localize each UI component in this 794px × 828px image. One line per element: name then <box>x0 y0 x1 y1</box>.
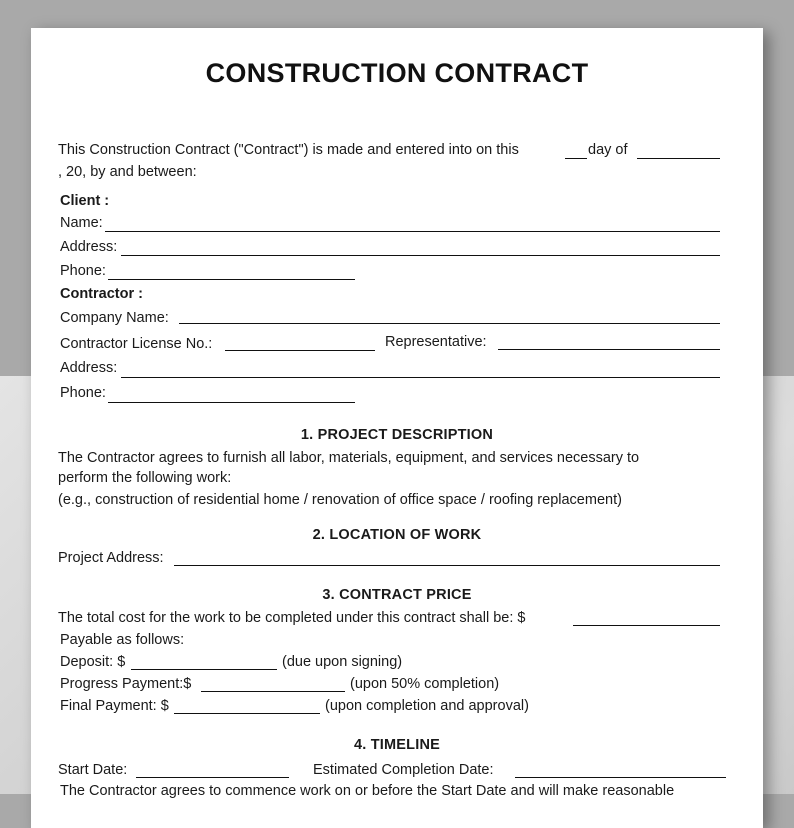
day-field[interactable] <box>565 158 587 159</box>
progress-payment-field[interactable] <box>201 691 345 692</box>
deposit-note: (due upon signing) <box>282 654 403 670</box>
project-address-field[interactable] <box>174 565 720 566</box>
deposit-field[interactable] <box>131 669 277 670</box>
month-field[interactable] <box>637 158 720 159</box>
contractor-phone-field[interactable] <box>108 402 355 403</box>
final-payment-label: Final Payment: $ <box>60 698 169 714</box>
total-cost-field[interactable] <box>573 625 720 626</box>
client-heading: Client : <box>60 193 110 209</box>
section-1-example: (e.g., construction of residential home / renovation of office space / roofing replacement) <box>58 492 622 508</box>
client-name-field[interactable] <box>105 231 720 232</box>
contractor-address-label: Address: <box>60 360 118 376</box>
contractor-heading: Contractor : <box>60 286 143 302</box>
company-name-label: Company Name: <box>60 310 169 326</box>
client-name-label: Name: <box>60 215 103 231</box>
section-4-text: The Contractor agrees to commence work on or before the Start Date and will make reasonable <box>60 783 675 799</box>
contractor-address-field[interactable] <box>121 377 720 378</box>
client-phone-label: Phone: <box>60 263 106 279</box>
final-payment-field[interactable] <box>174 713 320 714</box>
start-date-label: Start Date: <box>58 762 128 778</box>
total-cost-label: The total cost for the work to be completed under this contract shall be: $ <box>58 610 526 626</box>
section-1-heading: 1. PROJECT DESCRIPTION <box>300 427 494 443</box>
license-field[interactable] <box>225 350 375 351</box>
progress-payment-note: (upon 50% completion) <box>350 676 500 692</box>
payable-label: Payable as follows: <box>60 632 185 648</box>
contract-page <box>31 28 763 828</box>
company-name-field[interactable] <box>179 323 720 324</box>
deposit-label: Deposit: $ <box>60 654 126 670</box>
intro-text-2: , 20, by and between: <box>58 164 197 180</box>
client-address-field[interactable] <box>121 255 720 256</box>
final-payment-note: (upon completion and approval) <box>325 698 529 714</box>
intro-day-of: day of <box>588 142 628 158</box>
section-3-heading: 3. CONTRACT PRICE <box>322 587 472 603</box>
document-title: CONSTRUCTION CONTRACT <box>205 58 589 88</box>
completion-date-field[interactable] <box>515 777 726 778</box>
completion-date-label: Estimated Completion Date: <box>313 762 494 778</box>
client-phone-field[interactable] <box>108 279 355 280</box>
progress-payment-label: Progress Payment:$ <box>60 676 192 692</box>
section-1-text-2: perform the following work: <box>58 470 232 486</box>
section-1-text-1: The Contractor agrees to furnish all labor, materials, equipment, and services necessary to <box>58 450 640 466</box>
representative-field[interactable] <box>498 349 720 350</box>
representative-label: Representative: <box>385 334 487 350</box>
license-label: Contractor License No.: <box>60 336 213 352</box>
contractor-phone-label: Phone: <box>60 385 106 401</box>
project-address-label: Project Address: <box>58 550 164 566</box>
intro-text: This Construction Contract ("Contract") is made and entered into on this <box>58 142 519 158</box>
section-4-heading: 4. TIMELINE <box>354 737 440 753</box>
section-2-heading: 2. LOCATION OF WORK <box>312 527 482 543</box>
client-address-label: Address: <box>60 239 118 255</box>
start-date-field[interactable] <box>136 777 289 778</box>
